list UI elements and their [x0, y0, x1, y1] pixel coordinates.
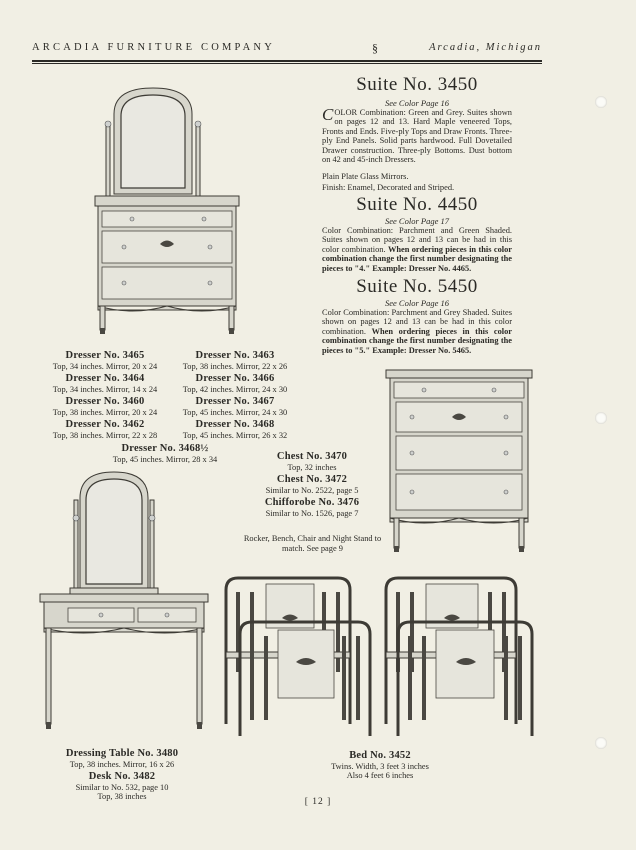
dresser-3462-caption: Dresser No. 3462 Top, 38 inches. Mirror, 22 x 28 — [52, 419, 158, 440]
bed-right — [386, 578, 532, 736]
company-location: Arcadia, Michigan — [429, 42, 542, 53]
dresser-3466-caption: Dresser No. 3466 Top, 42 inches. Mirror, 24 x 30 — [182, 373, 288, 394]
section-mark: § — [372, 41, 378, 55]
page-header — [32, 42, 542, 58]
header-rule-thin — [32, 63, 542, 64]
header-rule — [32, 60, 542, 62]
suite-3450-title: Suite No. 3450 — [356, 74, 478, 95]
desk-caption: Desk No. 3482 Similar to No. 532, page 10 Top, 38 inches — [75, 771, 169, 801]
dressing-table-illustration — [38, 470, 210, 732]
suite-4450-title: Suite No. 4450 — [356, 194, 478, 215]
suite-5450-see-color: See Color Page 16 — [385, 298, 449, 308]
dresser-3465-caption: Dresser No. 3465 Top, 34 inches. Mirror, 20 x 24 — [52, 350, 158, 371]
chifforobe-3476-caption: Chifforobe No. 3476 Similar to No. 1526, page 7 — [264, 497, 360, 518]
twin-beds-illustration — [220, 574, 536, 738]
binder-hole — [595, 737, 607, 749]
binder-hole — [595, 96, 607, 108]
bed-left — [226, 578, 370, 736]
chest-3472-caption: Chest No. 3472 Similar to No. 2522, page 5 — [265, 474, 359, 495]
dresser-3464-caption: Dresser No. 3464 Top, 34 inches. Mirror, 14 x 24 — [52, 373, 158, 394]
company-name: ARCADIA FURNITURE COMPANY — [32, 42, 275, 53]
suite-3450-mirrors: Plain Plate Glass Mirrors. — [322, 172, 409, 181]
suite-5450-title: Suite No. 5450 — [356, 276, 478, 297]
suite-3450-finish: Finish: Enamel, Decorated and Striped. — [322, 183, 455, 192]
suite-4450-see-color: See Color Page 17 — [385, 216, 449, 226]
dresser-3468-caption: Dresser No. 3468 Top, 45 inches. Mirror, 26 x 32 — [182, 419, 288, 440]
suite-3450-description: COLOR Combination: Green and Grey. Suites shown on pages 12 and 13. Hard Maple veneered Tops, Fronts and Ends. Five-ply Tops and Draw Fronts. Three-ply End Panels. Solid parts hardwood. Full Dovetailed Drawer construction. Three-ply Bottoms. Dust bottom on 42 and 45-inch Dressers. — [322, 105, 512, 165]
dresser-3460-caption: Dresser No. 3460 Top, 38 inches. Mirror, 20 x 24 — [52, 396, 158, 417]
chest-illustration — [384, 368, 534, 554]
chest-3470-caption: Chest No. 3470 Top, 32 inches — [276, 451, 348, 472]
binder-hole — [595, 412, 607, 424]
suite-4450-description: Color Combination: Parchment and Green Shaded. Suites shown on pages 12 and 13 can be had in this color combination. When ordering pieces in this color combination change the first number designating the pieces to "4." Example: Dresser No. 4465. — [322, 226, 512, 273]
suite-3450-see-color: See Color Page 16 — [385, 98, 449, 108]
rocker-note: Rocker, Bench, Chair and Night Stand to match. See page 9 — [243, 534, 382, 553]
dresser-3467-caption: Dresser No. 3467 Top, 45 inches. Mirror, 24 x 30 — [182, 396, 288, 417]
drop-cap: C — [322, 105, 334, 124]
dresser-3463-caption: Dresser No. 3463 Top, 38 inches. Mirror, 22 x 26 — [182, 350, 288, 371]
bed-caption: Bed No. 3452 Twins. Width, 3 feet 3 inches Also 4 feet 6 inches — [331, 750, 429, 780]
dressing-table-caption: Dressing Table No. 3480 Top, 38 inches. Mirror, 16 x 26 — [65, 748, 179, 769]
page-number: [ 12 ] — [304, 797, 332, 807]
dresser-3468-half-caption: Dresser No. 3468½ Top, 45 inches. Mirror, 28 x 34 — [112, 443, 218, 464]
suite-5450-description: Color Combination: Parchment and Grey Shaded. Suites shown on pages 12 and 13 can be had in this color combination. When ordering pieces in this color combination change the first number designating the pieces to "5." Example: Dresser No. 5465. — [322, 308, 512, 355]
dresser-illustration — [92, 84, 242, 336]
